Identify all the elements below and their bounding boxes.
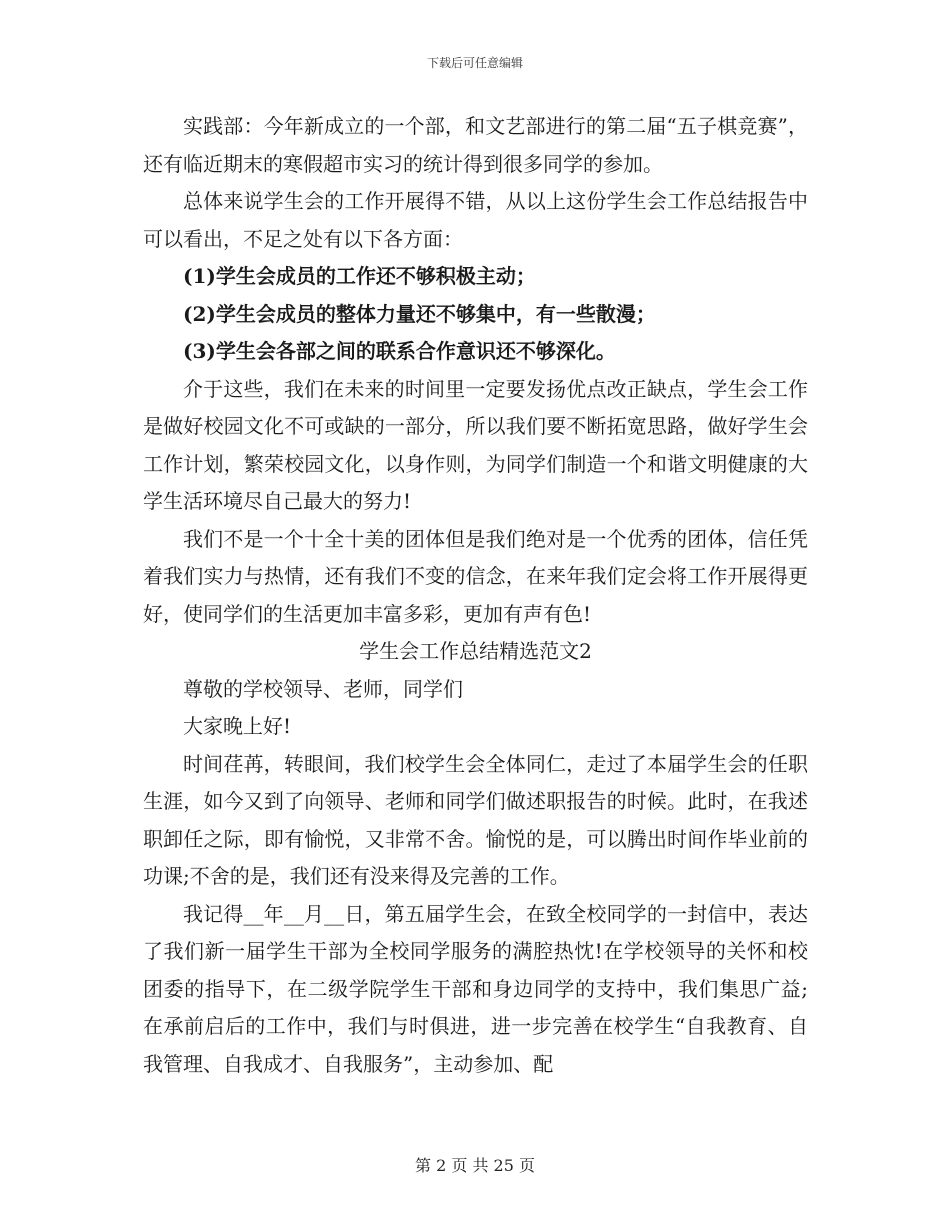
shortcoming-item-1: (1)学生会成员的工作还不够积极主动； (183, 264, 536, 288)
paragraph-time: 时间荏苒，转眼间，我们校学生会全体同仁，走过了本届学生会的任职生涯，如今又到了向领导、老师和同学们做述职报告的时候。此时，在我述职卸任之际，即有愉悦，又非常不舍。愉悦的是，可以腾出时间作毕业前的功课;不舍的是，我们还有没来得及完善的工作。 (143, 751, 808, 888)
paragraph-outlook: 我们不是一个十全十美的团体但是我们绝对是一个优秀的团体，信任凭着我们实力与热情，还有我们不变的信念，在来年我们定会将工作开展得更好，使同学们的生活更加丰富多彩，更加有声有色! (143, 526, 808, 626)
paragraph-summary: 总体来说学生会的工作开展得不错，从以上这份学生会工作总结报告中可以看出，不足之处有以下各方面： (143, 189, 808, 251)
paragraph-memory: 我记得__年__月__日，第五届学生会，在致全校同学的一封信中，表达了我们新一届学生干部为全校同学服务的满腔热忱!在学校领导的关怀和校团委的指导下，在二级学院学生干部和身边同学的支持中，我们集思广益;在承前启后的工作中，我们与时俱进，进一步完善在校学生“自我教育、自我管理、自我成才、自我服务”，主动参加、配 (143, 901, 808, 1076)
shortcoming-item-2: (2)学生会成员的整体力量还不够集中，有一些散漫； (183, 301, 656, 326)
greeting: 大家晚上好! (183, 714, 292, 738)
section-title: 学生会工作总结精选范文2 (359, 639, 592, 663)
paragraph-practice-dept: 实践部：今年新成立的一个部，和文艺部进行的第二届“五子棋竞赛”，还有临近期末的寒假超市实习的统计得到很多同学的参加。 (143, 114, 808, 176)
document-body (143, 108, 808, 1083)
paragraph-improvement: 介于这些，我们在未来的时间里一定要发扬优点改正缺点，学生会工作是做好校园文化不可或缺的一部分，所以我们要不断拓宽思路，做好学生会工作计划，繁荣校园文化，以身作则，为同学们制造一个和谐文明健康的大学生活环境尽自己最大的努力! (143, 376, 808, 513)
shortcoming-item-3: (3)学生会各部之间的联系合作意识还不够深化。 (183, 339, 616, 363)
salutation: 尊敬的学校领导、老师，同学们 (183, 676, 463, 701)
page-header: 下载后可任意编辑 (426, 56, 523, 70)
page-footer: 第 2 页 共 25 页 (415, 1156, 535, 1175)
